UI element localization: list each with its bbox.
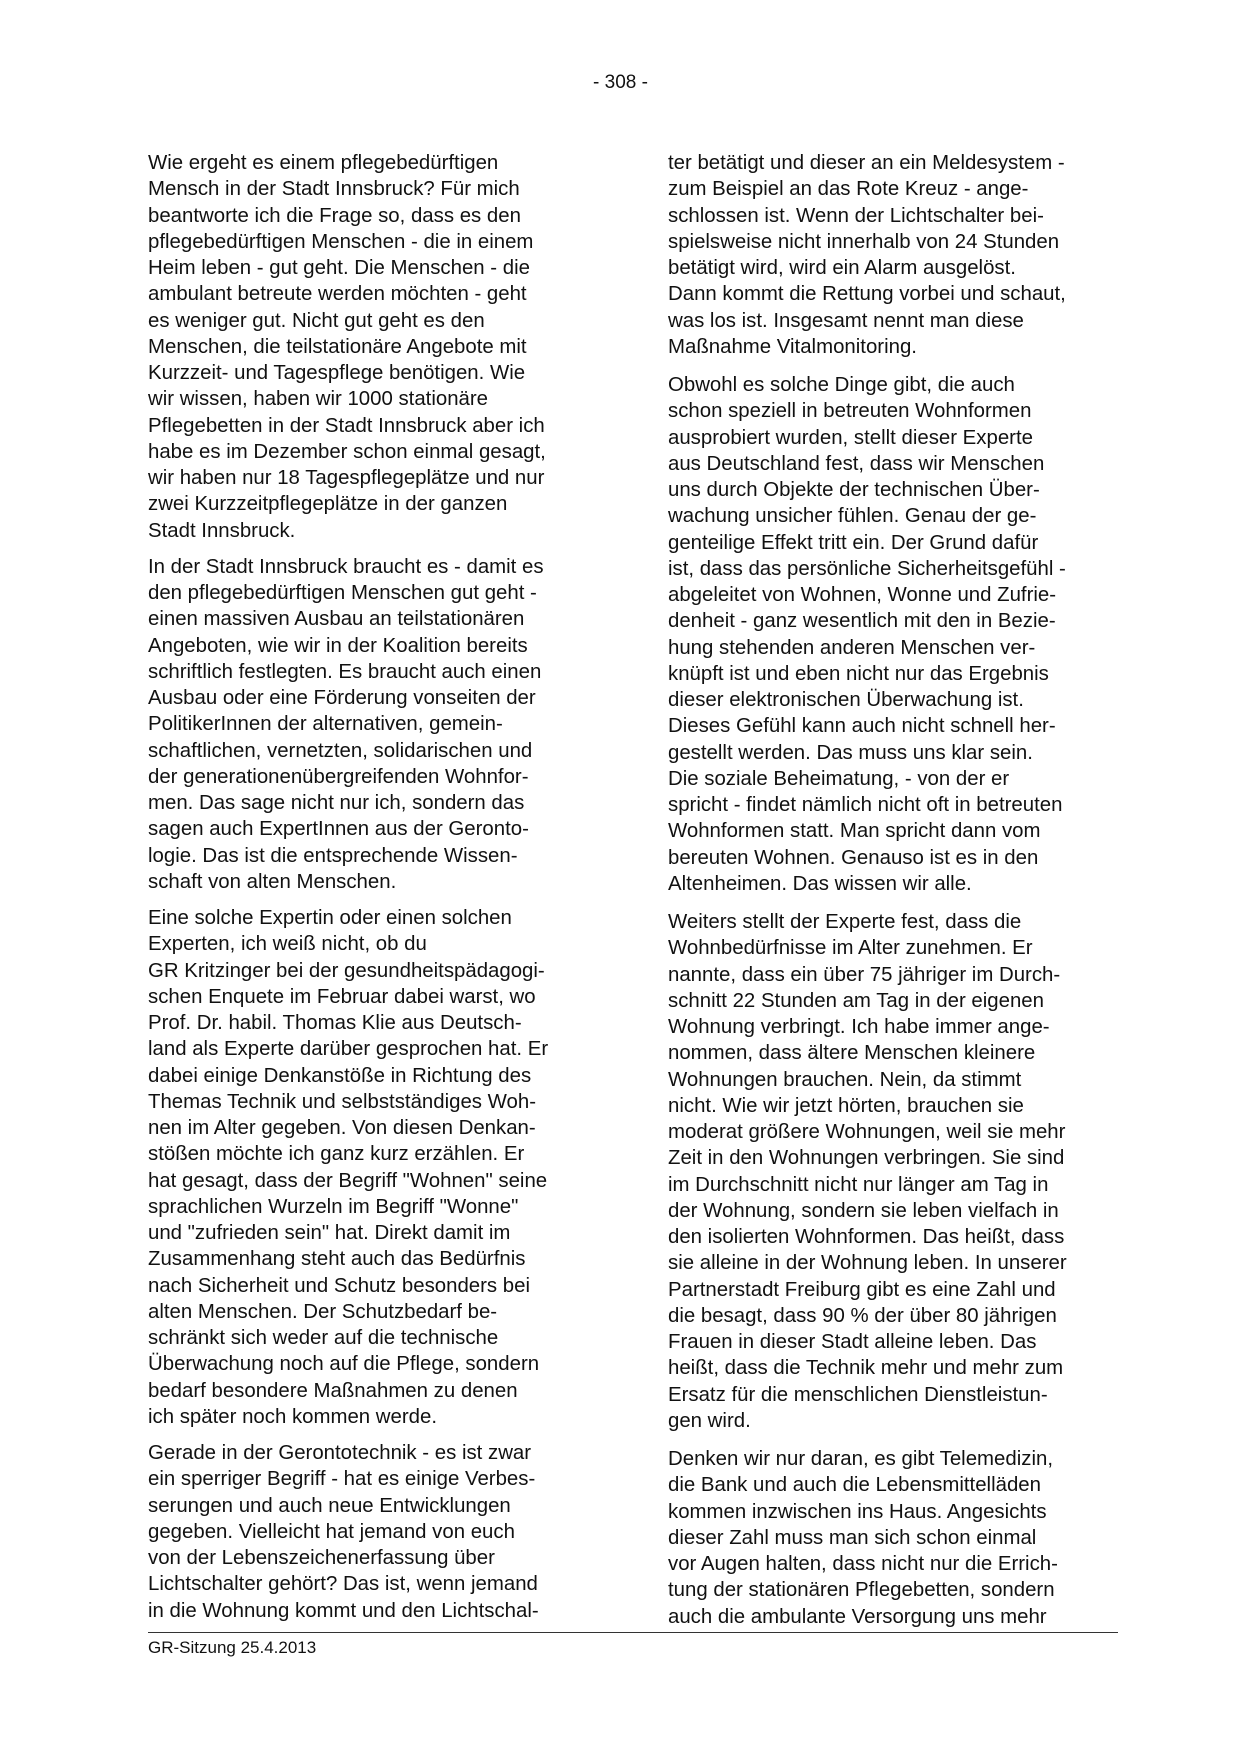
text-line: heißt, dass die Technik mehr und mehr zum [668, 1357, 1064, 1380]
page-number: - 308 - [593, 72, 648, 93]
text-line: ein sperriger Begriff - hat es einige Verbes- [148, 1468, 536, 1491]
text-line: Altenheimen. Das wissen wir alle. [668, 872, 972, 895]
text-line: Prof. Dr. habil. Thomas Klie aus Deutsch- [148, 1012, 522, 1034]
text-line: Heim leben - gut geht. Die Menschen - die [148, 257, 530, 279]
text-line: Wohnformen statt. Man spricht dann vom [668, 820, 1041, 843]
paragraph [668, 372, 1118, 897]
text-line: nicht. Wie wir jetzt hörten, brauchen sie [668, 1094, 1024, 1117]
text-line: Weiters stellt der Experte fest, dass die [668, 911, 1022, 933]
text-line: dieser Zahl muss man sich schon einmal [668, 1526, 1037, 1549]
text-line: schen Enquete im Februar dabei warst, wo [148, 985, 536, 1008]
text-line: sagen auch ExpertInnen aus der Geronto- [148, 818, 529, 841]
text-line: wir wissen, haben wir 1000 stationäre [148, 388, 489, 411]
text-line: sie alleine in der Wohnung leben. In unserer [668, 1252, 1067, 1275]
text-line: habe es im Dezember schon einmal gesagt, [148, 440, 546, 463]
text-line: bereuten Wohnen. Genauso ist es in den [668, 846, 1039, 869]
text-line: Ersatz für die menschlichen Dienstleistun- [668, 1383, 1048, 1406]
text-line: Überwachung noch auf die Pflege, sondern [148, 1353, 540, 1376]
text-line: denheit - ganz wesentlich mit den in Bezie- [668, 610, 1056, 633]
text-line: gegeben. Vielleicht hat jemand von euch [148, 1520, 515, 1543]
text-line: von der Lebenszeichenerfassung über [148, 1547, 495, 1569]
text-line: land als Experte darüber gesprochen hat. Er [148, 1038, 549, 1061]
text-line: Zusammenhang steht auch das Bedürfnis [148, 1248, 526, 1271]
text-line: genteilige Effekt tritt ein. Der Grund dafür [668, 531, 1039, 554]
text-line: nach Sicherheit und Schutz besonders bei [148, 1274, 531, 1297]
text-line: Frauen in dieser Stadt alleine leben. Das [668, 1331, 1037, 1353]
text-line: Wohnbedürfnisse im Alter zunehmen. Er [668, 937, 1033, 960]
text-line: kommen inzwischen ins Haus. Angesichts [668, 1500, 1047, 1523]
text-line: schränkt sich weder auf die technische [148, 1327, 499, 1349]
text-line: in die Wohnung kommt und den Lichtschal- [148, 1599, 539, 1622]
text-line: und "zufrieden sein" hat. Direkt damit im [148, 1222, 511, 1244]
text-line: Die soziale Beheimatung, - von der er [668, 767, 1010, 790]
text-line: Mensch in der Stadt Innsbruck? Für mich [148, 178, 520, 201]
text-line: vor Augen halten, dass nicht nur die Errich- [668, 1553, 1058, 1575]
text-line: gen wird. [668, 1409, 751, 1432]
text-line: Ausbau oder eine Förderung vonseiten der [148, 687, 536, 709]
text-line: Gerade in der Gerontotechnik - es ist zwar [148, 1442, 532, 1464]
text-line: den isolierten Wohnformen. Das heißt, dass [668, 1226, 1065, 1248]
text-line: Menschen, die teilstationäre Angebote mit [148, 335, 527, 358]
text-line: tung der stationären Pflegebetten, sondern [668, 1579, 1055, 1602]
text-line: aus Deutschland fest, dass wir Menschen [668, 452, 1045, 475]
text-line: dabei einige Denkanstöße in Richtung des [148, 1064, 532, 1087]
text-line: zwei Kurzzeitpflegeplätze in der ganzen [148, 493, 508, 516]
text-line: Obwohl es solche Dinge gibt, die auch [668, 374, 1015, 396]
text-line: schnitt 22 Stunden am Tag in der eigenen [668, 989, 1044, 1012]
text-line: Partnerstadt Freiburg gibt es eine Zahl und [668, 1278, 1056, 1301]
text-line: Denken wir nur daran, es gibt Telemedizin, [668, 1448, 1053, 1470]
text-line: schriftlich festlegten. Es braucht auch einen [148, 660, 542, 683]
text-line: Wohnungen brauchen. Nein, da stimmt [668, 1068, 1022, 1091]
text-line: nommen, dass ältere Menschen kleinere [668, 1042, 1036, 1065]
text-line: stößen möchte ich ganz kurz erzählen. Er [148, 1143, 525, 1166]
text-line: ist, dass das persönliche Sicherheitsgefühl - [668, 557, 1066, 580]
text-line: knüpft ist und eben nicht nur das Ergebnis [668, 662, 1049, 685]
text-line: der generationenübergreifenden Wohnfor- [148, 765, 529, 788]
text-line: was los ist. Insgesamt nennt man diese [668, 309, 1024, 332]
text-line: Pflegebetten in der Stadt Innsbruck aber ich [148, 414, 545, 437]
text-line: In der Stadt Innsbruck braucht es - damit es [148, 555, 544, 578]
text-line: men. Das sage nicht nur ich, sondern das [148, 792, 525, 814]
text-line: GR Kritzinger bei der gesundheitspädagogi- [148, 959, 545, 982]
text-line: schon speziell in betreuten Wohnformen [668, 400, 1032, 423]
text-line: Dann kommt die Rettung vorbei und schaut, [668, 283, 1066, 306]
text-line: logie. Das ist die entsprechende Wissen- [148, 844, 518, 867]
text-line: die besagt, dass 90 % der über 80 jährigen [668, 1304, 1057, 1327]
text-line: ich später noch kommen werde. [148, 1405, 438, 1428]
text-line: abgeleitet von Wohnen, Wonne und Zufrie- [668, 584, 1057, 606]
text-line: bedarf besondere Maßnahmen zu denen [148, 1379, 518, 1402]
paragraph [148, 554, 593, 895]
text-line: nen im Alter gegeben. Von diesen Denkan- [148, 1117, 536, 1139]
text-line: PolitikerInnen der alternativen, gemein- [148, 713, 503, 736]
text-line: nannte, dass ein über 75 jähriger im Durch- [668, 963, 1061, 986]
paragraph [148, 1440, 593, 1624]
text-line: spielsweise nicht innerhalb von 24 Stunden [668, 230, 1060, 253]
paragraph [668, 909, 1118, 1434]
text-line: alten Menschen. Der Schutzbedarf be- [148, 1300, 498, 1323]
text-line: den pflegebedürftigen Menschen gut geht - [148, 582, 537, 604]
text-line: ausprobiert wurden, stellt dieser Experte [668, 426, 1033, 449]
text-line: Dieses Gefühl kann auch nicht schnell her- [668, 715, 1056, 738]
text-line: die Bank und auch die Lebensmittelläden [668, 1474, 1041, 1497]
text-line: Lichtschalter gehört? Das ist, wenn jemand [148, 1573, 538, 1596]
text-line: hung stehenden anderen Menschen ver- [668, 636, 1036, 659]
footer-session-date: GR-Sitzung 25.4.2013 [148, 1638, 317, 1657]
text-line: moderat größere Wohnungen, weil sie mehr [668, 1121, 1066, 1143]
text-line: pflegebedürftigen Menschen - die in einem [148, 230, 534, 253]
text-line: Wohnung verbringt. Ich habe immer ange- [668, 1016, 1050, 1038]
text-line: Themas Technik und selbstständiges Woh- [148, 1090, 537, 1113]
left-column [148, 150, 593, 1634]
text-line: wachung unsicher fühlen. Genau der ge- [668, 505, 1037, 528]
paragraph [148, 905, 593, 1430]
text-line: Angeboten, wie wir in der Koalition bereits [148, 634, 528, 657]
text-line: schaftlichen, vernetzten, solidarischen und [148, 739, 533, 762]
text-line: schaft von alten Menschen. [148, 870, 397, 893]
text-line: im Durchschnitt nicht nur länger am Tag in [668, 1173, 1049, 1196]
text-line: zum Beispiel an das Rote Kreuz - ange- [668, 178, 1029, 201]
paragraph [668, 1446, 1118, 1630]
text-line: Eine solche Expertin oder einen solchen [148, 907, 512, 929]
text-line: Zeit in den Wohnungen verbringen. Sie sind [668, 1147, 1065, 1170]
paragraph [148, 150, 593, 544]
text-line: Kurzzeit- und Tagespflege benötigen. Wie [148, 362, 526, 384]
text-line: auch die ambulante Versorgung uns mehr [668, 1605, 1047, 1628]
text-line: uns durch Objekte der technischen Über- [668, 479, 1040, 501]
text-line: Experten, ich weiß nicht, ob du [148, 933, 427, 956]
text-line: sprachlichen Wurzeln im Begriff "Wonne" [148, 1195, 519, 1218]
text-line: serungen und auch neue Entwicklungen [148, 1494, 511, 1517]
text-line: es weniger gut. Nicht gut geht es den [148, 309, 485, 332]
text-line: ter betätigt und dieser an ein Meldesystem - [668, 152, 1065, 174]
footer-divider [148, 1632, 1118, 1633]
text-line: Maßnahme Vitalmonitoring. [668, 335, 917, 358]
text-line: wir haben nur 18 Tagespflegeplätze und nur [148, 467, 545, 489]
text-line: betätigt wird, wird ein Alarm ausgelöst. [668, 257, 1016, 279]
text-line: dieser elektronischen Überwachung ist. [668, 689, 1024, 711]
text-line: schlossen ist. Wenn der Lichtschalter bei- [668, 204, 1044, 227]
text-line: einen massiven Ausbau an teilstationären [148, 608, 525, 631]
text-line: Wie ergeht es einem pflegebedürftigen [148, 152, 499, 174]
text-line: beantworte ich die Frage so, dass es den [148, 204, 521, 227]
text-line: hat gesagt, dass der Begriff "Wohnen" seine [148, 1169, 548, 1192]
text-line: ambulant betreute werden möchten - geht [148, 283, 527, 306]
paragraph [668, 150, 1118, 360]
text-line: Stadt Innsbruck. [148, 519, 296, 542]
text-line: spricht - findet nämlich nicht oft in betreuten [668, 794, 1063, 816]
text-line: der Wohnung, sondern sie leben vielfach in [668, 1199, 1059, 1222]
text-line: gestellt werden. Das muss uns klar sein. [668, 741, 1033, 764]
right-column [668, 150, 1118, 1642]
